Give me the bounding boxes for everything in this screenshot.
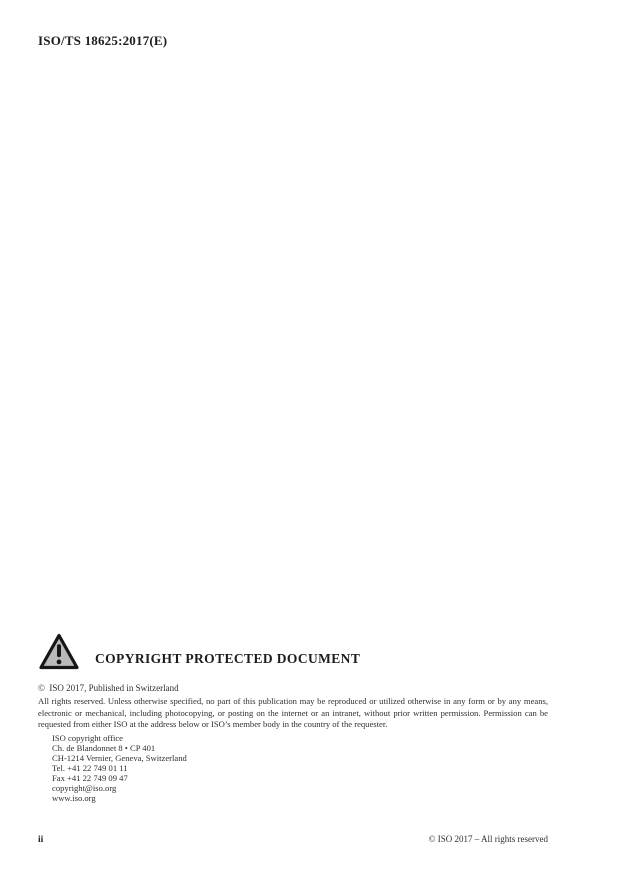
document-number: ISO/TS 18625:2017(E): [38, 33, 168, 48]
address-line-office: ISO copyright office: [52, 732, 123, 743]
address-line-city: CH-1214 Vernier, Geneva, Switzerland: [52, 752, 187, 763]
published-line: © ISO 2017, Published in Switzerland: [38, 683, 179, 693]
copyright-section: [38, 632, 548, 803]
address-line-street: Ch. de Blandonnet 8 • CP 401: [52, 742, 156, 753]
rights-paragraph: All rights reserved. Unless otherwise specified, no part of this publication may be reproduced or utilized otherwise in any form or by any means, electronic or mechanical, including photocopying, or posting on the internet or an intranet, without prior written permission. Permission can be requested from either ISO at the address below or ISO’s member body in the country of the requester.: [38, 696, 548, 730]
address-line-email: copyright@iso.org: [52, 783, 117, 794]
copyright-heading: COPYRIGHT PROTECTED DOCUMENT: [95, 651, 361, 666]
rights-notice: © ISO 2017 – All rights reserved: [428, 834, 548, 844]
page-number: ii: [38, 835, 44, 845]
warning-triangle-icon: [39, 632, 79, 671]
address-line-website: www.iso.org: [52, 793, 96, 804]
page-footer: [38, 834, 548, 845]
address-line-fax: Fax +41 22 749 09 47: [52, 773, 128, 784]
copyright-heading-row: [38, 632, 548, 671]
address-line-tel: Tel. +41 22 749 01 11: [52, 763, 128, 774]
address-block: [52, 733, 548, 804]
